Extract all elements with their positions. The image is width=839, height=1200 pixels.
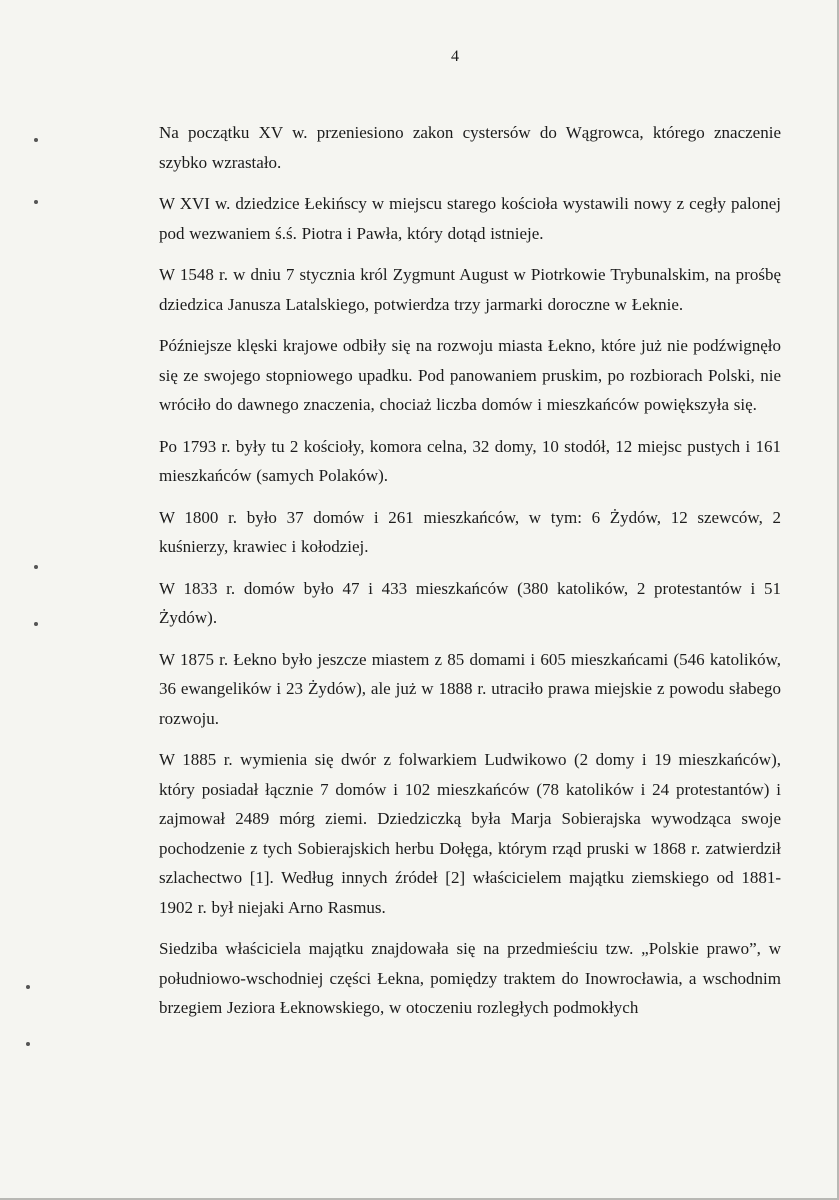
paragraph: W 1833 r. domów było 47 i 433 mieszkańców (380 katolików, 2 protestantów i 51 Żydów). <box>159 578 781 627</box>
paragraph: W 1875 r. Łekno było jeszcze miastem z 85 domami i 605 mieszkańcami (546 katolików, 36 ewangelików i 23 Żydów), ale już w 1888 r. utraciło prawa miejskie z powodu słabego rozwoju. <box>159 649 781 728</box>
paragraph: W 1800 r. było 37 domów i 261 mieszkańców, w tym: 6 Żydów, 12 szewców, 2 kuśnierzy, krawiec i kołodziej. <box>159 507 781 556</box>
margin-mark <box>34 138 38 142</box>
paragraph: W XVI w. dziedzice Łekińscy w miejscu starego kościoła wystawili nowy z cegły palonej pod wezwaniem ś.ś. Piotra i Pawła, który dotąd istnieje. <box>159 194 781 243</box>
paragraph: Siedziba właściciela majątku znajdowała się na przedmieściu tzw. „Polskie prawo”, w południowo-wschodniej części Łekna, pomiędzy traktem do Inowrocławia, a wschodnim brzegiem Jeziora Łeknowskiego, w otoczeniu rozległych podmokłych <box>159 939 781 1017</box>
paragraph: W 1885 r. wymienia się dwór z folwarkiem Ludwikowo (2 domy i 19 mieszkańców), który posiadał łącznie 7 domów i 102 mieszkańców (78 katolików i 24 protestantów) i zajmował 2489 mórg ziemi. Dziedziczką była Marja Sobierajska wywodząca swoje pochodzenie z tych Sobierajskich herbu Dołęga, którym rząd pruski w 1868 r. zatwierdził szlachectwo [1]. Według innych źródeł [2] właścicielem majątku ziemskiego od 1881-1902 r. był niejaki Arno Rasmus. <box>159 750 781 917</box>
margin-mark <box>26 985 30 989</box>
margin-mark <box>34 200 38 204</box>
paragraph: Na początku XV w. przeniesiono zakon cystersów do Wągrowca, którego znaczenie szybko wzrastało. <box>159 123 781 172</box>
margin-mark <box>26 1042 30 1046</box>
paragraph: Późniejsze klęski krajowe odbiły się na rozwoju miasta Łekno, które już nie podźwignęło się ze swojego stopniowego upadku. Pod panowaniem pruskim, po rozbiorach Polski, nie wróciło do dawnego znaczenia, chociaż liczba domów i mieszkańców powiększyła się. <box>159 336 781 414</box>
margin-mark <box>34 565 38 569</box>
page-number: 4 <box>451 48 459 65</box>
paragraph: Po 1793 r. były tu 2 kościoły, komora celna, 32 domy, 10 stodół, 12 miejsc pustych i 161 mieszkańców (samych Polaków). <box>159 436 781 485</box>
paragraph: W 1548 r. w dniu 7 stycznia król Zygmunt August w Piotrkowie Trybunalskim, na prośbę dziedzica Janusza Latalskiego, potwierdza trzy jarmarki doroczne w Łeknie. <box>159 265 781 314</box>
margin-mark <box>34 622 38 626</box>
document-body <box>159 118 781 1023</box>
